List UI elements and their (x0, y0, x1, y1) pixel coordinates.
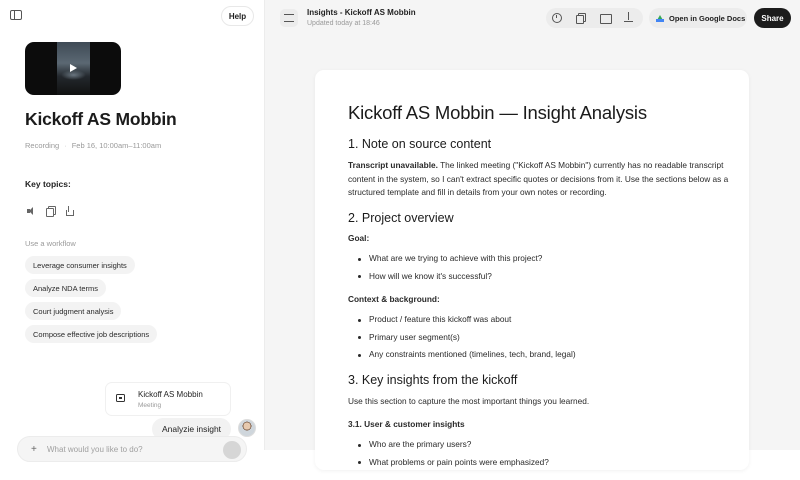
open-google-docs-label: Open in Google Docs (669, 13, 746, 23)
document-title: Insights - Kickoff AS Mobbin (307, 8, 416, 17)
document-panel (265, 0, 800, 467)
workflow-label: Use a workflow (25, 239, 76, 248)
attachment-title: Kickoff AS Mobbin (138, 390, 203, 399)
source-note-text: The linked meeting ("Kickoff AS Mobbin") currently has no readable transcript content in the system, so I can't extract specific quotes or decisions from it. Use the sections below as a structured template and fill in details from your own notes or recording. (348, 160, 729, 198)
workflow-chip[interactable]: Court judgment analysis (25, 302, 121, 320)
meeting-title: Kickoff AS Mobbin (25, 109, 177, 129)
workflow-chip[interactable]: Compose effective job descriptions (25, 325, 157, 343)
help-button[interactable]: Help (221, 6, 254, 26)
list-item: Product / feature this kickoff was about (348, 311, 733, 329)
meta-separator: · (64, 141, 67, 150)
share-icon[interactable] (65, 206, 75, 216)
section-heading: 2. Project overview (348, 211, 454, 226)
list-item: Any constraints mentioned (timelines, tech, brand, legal) (348, 346, 733, 364)
transcript-unavailable-label: Transcript unavailable. (348, 160, 438, 170)
sidebar-toggle-icon[interactable] (10, 10, 22, 20)
goal-list (348, 250, 733, 285)
subsection-label: 3.1. User & customer insights (348, 419, 465, 430)
workflow-chip[interactable]: Leverage consumer insights (25, 256, 135, 274)
document-heading: Kickoff AS Mobbin — Insight Analysis (348, 102, 647, 123)
avatar (238, 419, 256, 437)
speaker-icon[interactable] (27, 206, 37, 216)
meeting-icon (116, 394, 125, 402)
document-toolbar (547, 9, 639, 27)
folder-icon[interactable] (595, 9, 615, 27)
topic-actions (27, 206, 75, 216)
chat-panel (0, 0, 265, 455)
copy-icon[interactable] (46, 206, 56, 216)
context-list (348, 311, 733, 364)
chat-input[interactable] (17, 436, 247, 462)
user-insights-list (348, 436, 733, 471)
download-icon[interactable] (619, 9, 639, 27)
list-item: How will we know it's successful? (348, 268, 733, 286)
insights-intro: Use this section to capture the most important things you learned. (348, 395, 590, 406)
attachment-subtitle: Meeting (138, 402, 162, 409)
document-updated: Updated today at 18:46 (307, 20, 380, 27)
plus-icon[interactable]: + (31, 444, 37, 455)
meeting-type: Recording (25, 141, 60, 150)
list-item: What problems or pain points were emphasized? (348, 454, 733, 472)
section-heading: 1. Note on source content (348, 137, 492, 151)
section-heading: 3. Key insights from the kickoff (348, 372, 518, 387)
recording-thumbnail[interactable] (25, 42, 121, 95)
swap-view-button[interactable] (280, 9, 298, 27)
send-button[interactable] (223, 441, 241, 459)
list-item: Primary user segment(s) (348, 329, 733, 347)
history-icon[interactable] (547, 9, 567, 27)
context-label: Context & background: (348, 294, 440, 305)
meeting-attachment-card[interactable] (106, 383, 230, 415)
workflow-chip[interactable]: Analyze NDA terms (25, 279, 106, 297)
share-button[interactable]: Share (754, 8, 791, 28)
key-topics-label: Key topics: (25, 179, 71, 189)
play-icon[interactable] (70, 64, 77, 72)
chat-placeholder[interactable]: What would you like to do? (47, 445, 143, 454)
document-body (348, 102, 733, 480)
document-card (315, 70, 749, 470)
list-item: Who are the primary users? (348, 436, 733, 454)
swap-icon (284, 14, 294, 22)
list-item: What are we trying to achieve with this project? (348, 250, 733, 268)
meeting-meta (25, 141, 161, 150)
user-message: Analyzie insight (152, 418, 231, 440)
google-drive-icon (656, 15, 664, 22)
source-note-paragraph (348, 159, 733, 200)
goal-label: Goal: (348, 233, 370, 244)
duplicate-icon[interactable] (571, 9, 591, 27)
meeting-date: Feb 16, 10:00am–11:00am (71, 141, 162, 150)
open-google-docs-button[interactable] (649, 8, 747, 28)
